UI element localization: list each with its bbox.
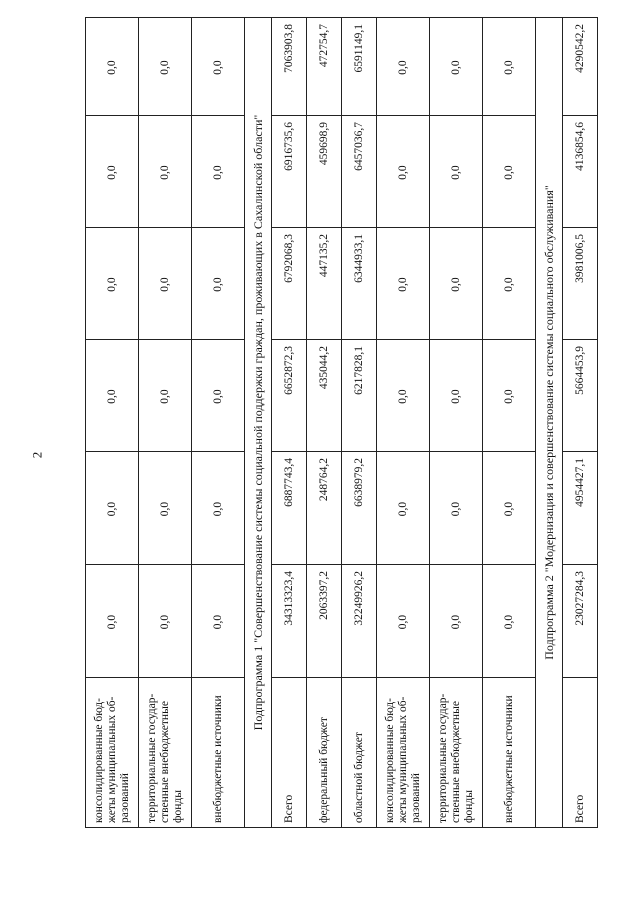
- cell-value: 0,0: [139, 340, 192, 452]
- cell-value: 0,0: [483, 228, 536, 340]
- cell-value: 6344933,1: [342, 228, 377, 340]
- row-label: федеральный бюджет: [307, 678, 342, 828]
- table-row: [377, 18, 430, 828]
- cell-value: 0,0: [430, 228, 483, 340]
- cell-value: 0,0: [483, 18, 536, 116]
- cell-value: 248764,2: [307, 452, 342, 565]
- cell-value: 0,0: [139, 452, 192, 565]
- cell-value: 6652872,3: [272, 340, 307, 452]
- cell-value: 0,0: [86, 565, 139, 678]
- cell-value: 0,0: [483, 452, 536, 565]
- cell-value: 6916735,6: [272, 116, 307, 228]
- cell-value: 0,0: [86, 228, 139, 340]
- table-row: [563, 18, 598, 828]
- cell-value: 32249926,2: [342, 565, 377, 678]
- cell-value: 0,0: [377, 340, 430, 452]
- table-row: [430, 18, 483, 828]
- cell-value: 23027284,3: [563, 565, 598, 678]
- section-title: Подпрограмма 1 "Совершенствование системы социальной поддержки граждан, проживающих в Сахалинской области": [245, 18, 272, 828]
- table-body: [86, 18, 598, 828]
- cell-value: 435044,2: [307, 340, 342, 452]
- table-row: [272, 18, 307, 828]
- page-number: 2: [29, 451, 45, 459]
- table-row: [192, 18, 245, 828]
- cell-value: 0,0: [483, 340, 536, 452]
- cell-value: 0,0: [377, 565, 430, 678]
- cell-value: 4954427,1: [563, 452, 598, 565]
- cell-value: 3981006,5: [563, 228, 598, 340]
- cell-value: 0,0: [483, 565, 536, 678]
- cell-value: 6638979,2: [342, 452, 377, 565]
- row-label: Всего: [563, 678, 598, 828]
- cell-value: 4290542,2: [563, 18, 598, 116]
- cell-value: 4136854,6: [563, 116, 598, 228]
- cell-value: 0,0: [192, 452, 245, 565]
- cell-value: 6457036,7: [342, 116, 377, 228]
- table-row: [307, 18, 342, 828]
- cell-value: 5664453,9: [563, 340, 598, 452]
- row-label: внебюджетные источники: [192, 678, 245, 828]
- cell-value: 34313323,4: [272, 565, 307, 678]
- cell-value: 0,0: [86, 452, 139, 565]
- cell-value: 6217828,1: [342, 340, 377, 452]
- cell-value: 472754,7: [307, 18, 342, 116]
- cell-value: 0,0: [139, 116, 192, 228]
- table-row: [86, 18, 139, 828]
- row-label: консолидированные бюд-жеты муниципальных об-разований: [377, 678, 430, 828]
- cell-value: 0,0: [139, 18, 192, 116]
- cell-value: 0,0: [377, 116, 430, 228]
- cell-value: 0,0: [86, 18, 139, 116]
- rotated-page: [85, 18, 605, 828]
- cell-value: 0,0: [377, 18, 430, 116]
- row-label: областной бюджет: [342, 678, 377, 828]
- cell-value: 0,0: [192, 340, 245, 452]
- cell-value: 0,0: [86, 116, 139, 228]
- cell-value: 0,0: [192, 116, 245, 228]
- cell-value: 0,0: [430, 565, 483, 678]
- table-wrap: [85, 18, 605, 828]
- cell-value: 0,0: [430, 340, 483, 452]
- cell-value: 0,0: [192, 18, 245, 116]
- cell-value: 0,0: [139, 565, 192, 678]
- cell-value: 447135,2: [307, 228, 342, 340]
- cell-value: 7063903,8: [272, 18, 307, 116]
- cell-value: 0,0: [483, 116, 536, 228]
- section-row: [536, 18, 563, 828]
- cell-value: 0,0: [86, 340, 139, 452]
- cell-value: 0,0: [192, 228, 245, 340]
- cell-value: 0,0: [192, 565, 245, 678]
- section-title: Подпрограмма 2 "Модернизация и совершенствование системы социального обслуживания": [536, 18, 563, 828]
- row-label: Всего: [272, 678, 307, 828]
- budget-table: [85, 17, 598, 828]
- cell-value: 0,0: [430, 452, 483, 565]
- table-row: [483, 18, 536, 828]
- cell-value: 459698,9: [307, 116, 342, 228]
- table-row: [342, 18, 377, 828]
- cell-value: 0,0: [430, 116, 483, 228]
- table-row: [139, 18, 192, 828]
- row-label: территориальные государ-ственные внебюджетные фонды: [430, 678, 483, 828]
- section-row: [245, 18, 272, 828]
- row-label: консолидированные бюд-жеты муниципальных об-разований: [86, 678, 139, 828]
- cell-value: 0,0: [377, 228, 430, 340]
- cell-value: 0,0: [377, 452, 430, 565]
- row-label: внебюджетные источники: [483, 678, 536, 828]
- cell-value: 6887743,4: [272, 452, 307, 565]
- cell-value: 0,0: [139, 228, 192, 340]
- cell-value: 0,0: [430, 18, 483, 116]
- cell-value: 2063397,2: [307, 565, 342, 678]
- row-label: территориальные государ-ственные внебюджетные фонды: [139, 678, 192, 828]
- cell-value: 6792068,3: [272, 228, 307, 340]
- cell-value: 6591149,1: [342, 18, 377, 116]
